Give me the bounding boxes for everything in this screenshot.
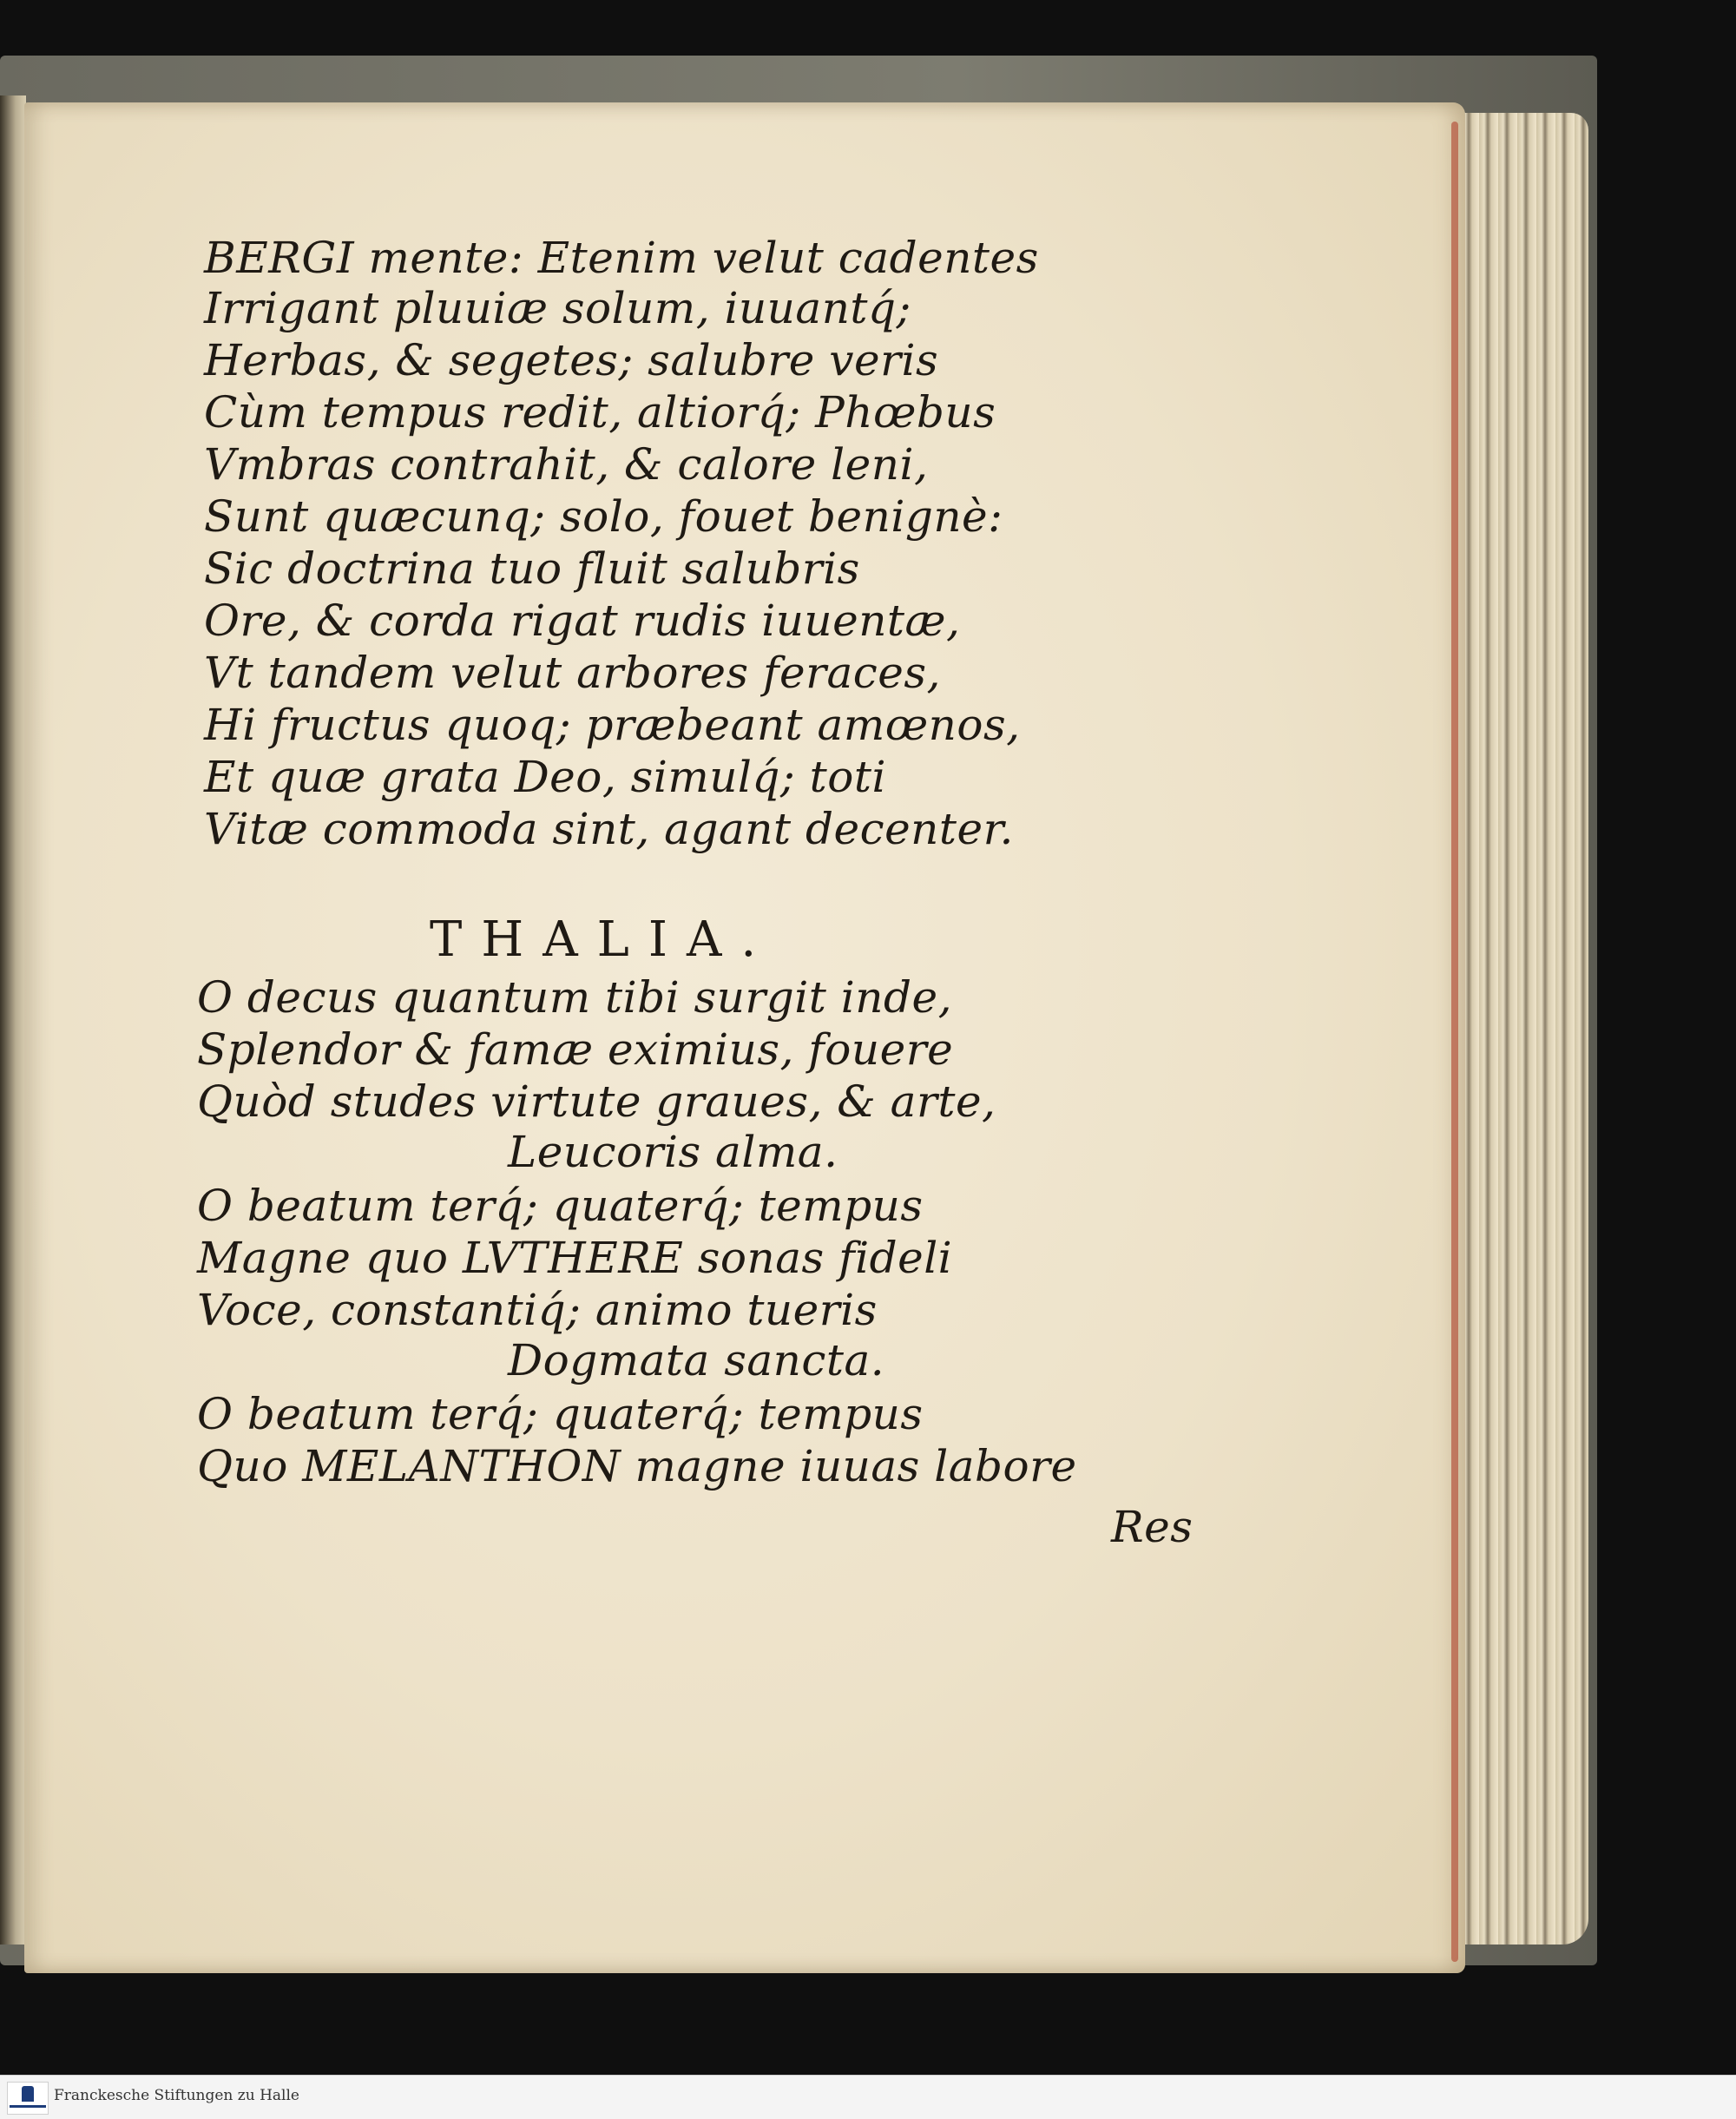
catchword: Res — [1111, 1502, 1194, 1552]
book-spine — [0, 95, 26, 1945]
poem-line: Ore, & corda rigat rudis iuuentæ, — [204, 596, 961, 646]
poem-line: Hi fructus quoq; præbeant amœnos, — [204, 700, 1021, 750]
stanza-line-indented: Leucoris alma. — [508, 1127, 838, 1177]
stanza-line: Quo MELANTHON magne iuuas labore — [197, 1441, 1077, 1491]
institution-name: Franckesche Stiftungen zu Halle — [54, 2087, 299, 2104]
section-heading: THALIA. — [430, 911, 776, 968]
stanza-line: O beatum terq́; quaterq́; tempus — [197, 1181, 924, 1231]
poem-line: Sunt quæcunq; solo, fouet benignè: — [204, 491, 1003, 542]
poem-line: Vmbras contrahit, & calore leni, — [204, 439, 929, 490]
institution-logo-icon — [7, 2082, 49, 2115]
stanza-line: Magne quo LVTHERE sonas fideli — [197, 1233, 953, 1283]
stanza-line-indented: Dogmata sancta. — [508, 1335, 885, 1385]
stanza-line: Voce, constantiq́; animo tueris — [197, 1285, 878, 1335]
poem-line: Vitæ commoda sint, agant decenter. — [204, 804, 1014, 854]
poem-line: Irrigant pluuiæ solum, iuuantq́; — [204, 283, 911, 333]
poem-line: Herbas, & segetes; salubre veris — [204, 335, 939, 385]
stanza-line: Splendor & famæ eximius, fouere — [197, 1024, 954, 1075]
stanza-line: Quòd studes virtute graues, & arte, — [197, 1076, 996, 1127]
stanza-line: O decus quantum tibi surgit inde, — [197, 972, 952, 1023]
red-page-edge — [1451, 122, 1458, 1962]
stanza-line: O beatum terq́; quaterq́; tempus — [197, 1389, 924, 1439]
poem-line: Et quæ grata Deo, simulq́; toti — [204, 752, 886, 802]
poem-line: Sic doctrina tuo fluit salubris — [204, 543, 860, 594]
poem-line: Cùm tempus redit, altiorq́; Phœbus — [204, 387, 996, 438]
poem-line: BERGI mente: Etenim velut cadentes — [204, 233, 1039, 283]
poem-line: Vt tandem velut arbores feraces, — [204, 648, 941, 698]
